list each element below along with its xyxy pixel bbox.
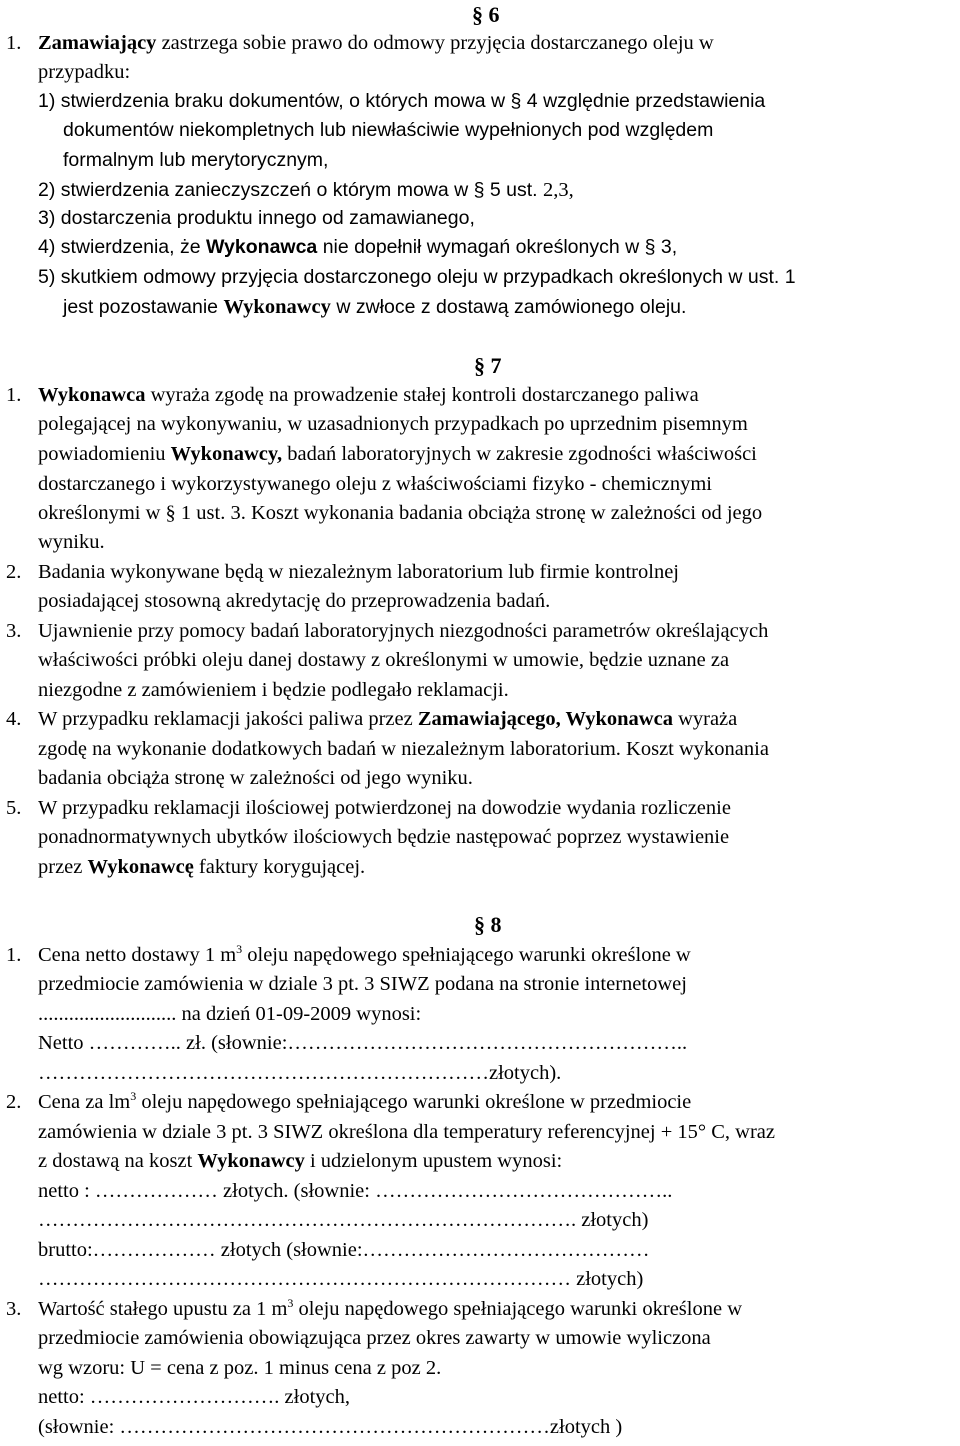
s8-p1-line2: przedmiocie zamówienia w dziale 3 pt. 3 SIWZ podana na stronie internetowej <box>38 973 687 995</box>
s7-p3-number: 3. <box>6 620 22 642</box>
s6-item4: 4) stwierdzenia, że Wykonawca nie dopełnił wymagań określonych w § 3, <box>38 236 678 258</box>
s8-p2-line7: …………………………………………………………………… złotych) <box>38 1268 644 1290</box>
s6-item2: 2) stwierdzenia zanieczyszczeń o którym mowa w § 5 ust. 2,3, <box>38 179 574 201</box>
s7-p2-line1: Badania wykonywane będą w niezależnym laboratorium lub firmie kontrolnej <box>38 561 679 583</box>
s8-p3-line5: (słownie: ………………………………………………………złotych ) <box>38 1416 623 1438</box>
s6-item1-line1: 1) stwierdzenia braku dokumentów, o których mowa w § 4 względnie przedstawienia <box>38 90 766 112</box>
s8-p1-line4: Netto ………….. zł. (słownie:………………………………………………….. <box>38 1032 688 1054</box>
s7-p4-number: 4. <box>6 708 22 730</box>
s7-p5-line2: ponadnormatywnych ubytków ilościowych będzie następować poprzez wystawienie <box>38 826 730 848</box>
s8-p3-line1: Wartość stałego upustu za 1 $m^3$ oleju napędowego spełniającego warunki określone w <box>38 1296 742 1320</box>
s7-p2-number: 2. <box>6 561 22 583</box>
s7-p1-line2: polegającej na wykonywaniu, w uzasadnionych przypadkach po uprzednim pisemnym <box>38 413 748 435</box>
s7-p3-line2: właściwości próbki oleju danej dostawy z określonymi w umowie, będzie uznane za <box>38 649 730 671</box>
s6-item5-line1: 5) skutkiem odmowy przyjęcia dostarczonego oleju w przypadkach określonych w ust. 1 <box>38 266 796 288</box>
s7-p1-number: 1. <box>6 384 22 406</box>
s8-p2-line1: Cena za $lm^3$ oleju napędowego spełniającego warunki określone w przedmiocie <box>38 1089 692 1113</box>
s8-p1-line3: ........................... na dzień 01-09-2009 wynosi: <box>38 1003 422 1025</box>
s6-p1-number: 1. <box>6 32 22 54</box>
s8-p2-line2: zamówienia w dziale 3 pt. 3 SIWZ określona dla temperatury referencyjnej + 15° C, wraz <box>38 1121 775 1143</box>
s8-p2-line4: netto : ……………… złotych. (słownie: …………………………………….. <box>38 1180 673 1202</box>
s7-p4-line1: W przypadku reklamacji jakości paliwa przez Zamawiającego, Wykonawca wyraża <box>38 708 738 730</box>
s8-p2-line5: ……………………………………………………………………. złotych) <box>38 1209 649 1231</box>
s6-item1-line2: dokumentów niekompletnych lub niewłaściwie wypełnionych pod względem <box>63 119 714 141</box>
s7-p1-line1: Wykonawca wyraża zgodę na prowadzenie stałej kontroli dostarczanego paliwa <box>38 384 699 406</box>
s7-p3-line3: niezgodne z zamówieniem i będzie podlegało reklamacji. <box>38 679 509 701</box>
s7-p1-line4: dostarczanego i wykorzystywanego oleju z właściwościami fizyko - chemicznymi <box>38 473 712 495</box>
s6-item1-line3: formalnym lub merytorycznym, <box>63 149 329 171</box>
s8-p2-line3: z dostawą na koszt Wykonawcy i udzielonym upustem wynosi: <box>38 1150 563 1172</box>
section-7-heading: § 7 <box>474 353 502 378</box>
s7-p2-line2: posiadającej stosowną akredytację do przeprowadzenia badań. <box>38 590 551 612</box>
s7-p1-line3: powiadomieniu Wykonawcy, badań laboratoryjnych w zakresie zgodności właściwości <box>38 443 757 465</box>
s7-p5-line3: przez Wykonawcę faktury korygującej. <box>38 856 366 878</box>
section-6-heading: § 6 <box>472 2 500 27</box>
s7-p4-line2: zgodę na wykonanie dodatkowych badań w niezależnym laboratorium. Koszt wykonania <box>38 738 769 760</box>
s8-p3-number: 3. <box>6 1298 22 1320</box>
s7-p1-line5: określonymi w § 1 ust. 3. Koszt wykonania badania obciąża stronę w zależności od jego <box>38 502 763 524</box>
s8-p3-line4: netto: ………………………. złotych, <box>38 1386 351 1408</box>
section-8-heading: § 8 <box>474 912 502 937</box>
s8-p1-line1: Cena netto dostawy 1 $m^3$ oleju napędowego spełniającego warunki określone w <box>38 942 691 966</box>
s6-p1-line2: przypadku: <box>38 61 131 83</box>
s8-p1-number: 1. <box>6 944 22 966</box>
s6-item3: 3) dostarczenia produktu innego od zamawianego, <box>38 207 475 229</box>
s8-p3-line2: przedmiocie zamówienia obowiązująca przez okres zawarty w umowie wyliczona <box>38 1327 711 1349</box>
s8-p2-line6: brutto:……………… złotych (słownie:…………………………………… <box>38 1239 650 1261</box>
s6-p1-line1: Zamawiający zastrzega sobie prawo do odmowy przyjęcia dostarczanego oleju w <box>38 32 714 54</box>
s7-p1-line6: wyniku. <box>38 531 105 553</box>
s8-p1-line5: …………………………………………………………złotych). <box>38 1062 562 1084</box>
s7-p3-line1: Ujawnienie przy pomocy badań laboratoryjnych niezgodności parametrów określających <box>38 620 769 642</box>
s8-p3-line3: wg wzoru: U = cena z poz. 1 minus cena z poz 2. <box>38 1357 442 1379</box>
s7-p5-number: 5. <box>6 797 22 819</box>
s8-p2-number: 2. <box>6 1091 22 1113</box>
s7-p5-line1: W przypadku reklamacji ilościowej potwierdzonej na dowodzie wydania rozliczenie <box>38 797 731 819</box>
s6-item5-line2: jest pozostawanie Wykonawcy w zwłoce z dostawą zamówionego oleju. <box>63 296 687 318</box>
s7-p4-line3: badania obciąża stronę w zależności od jego wyniku. <box>38 767 473 789</box>
party-name: Zamawiający <box>38 32 157 54</box>
